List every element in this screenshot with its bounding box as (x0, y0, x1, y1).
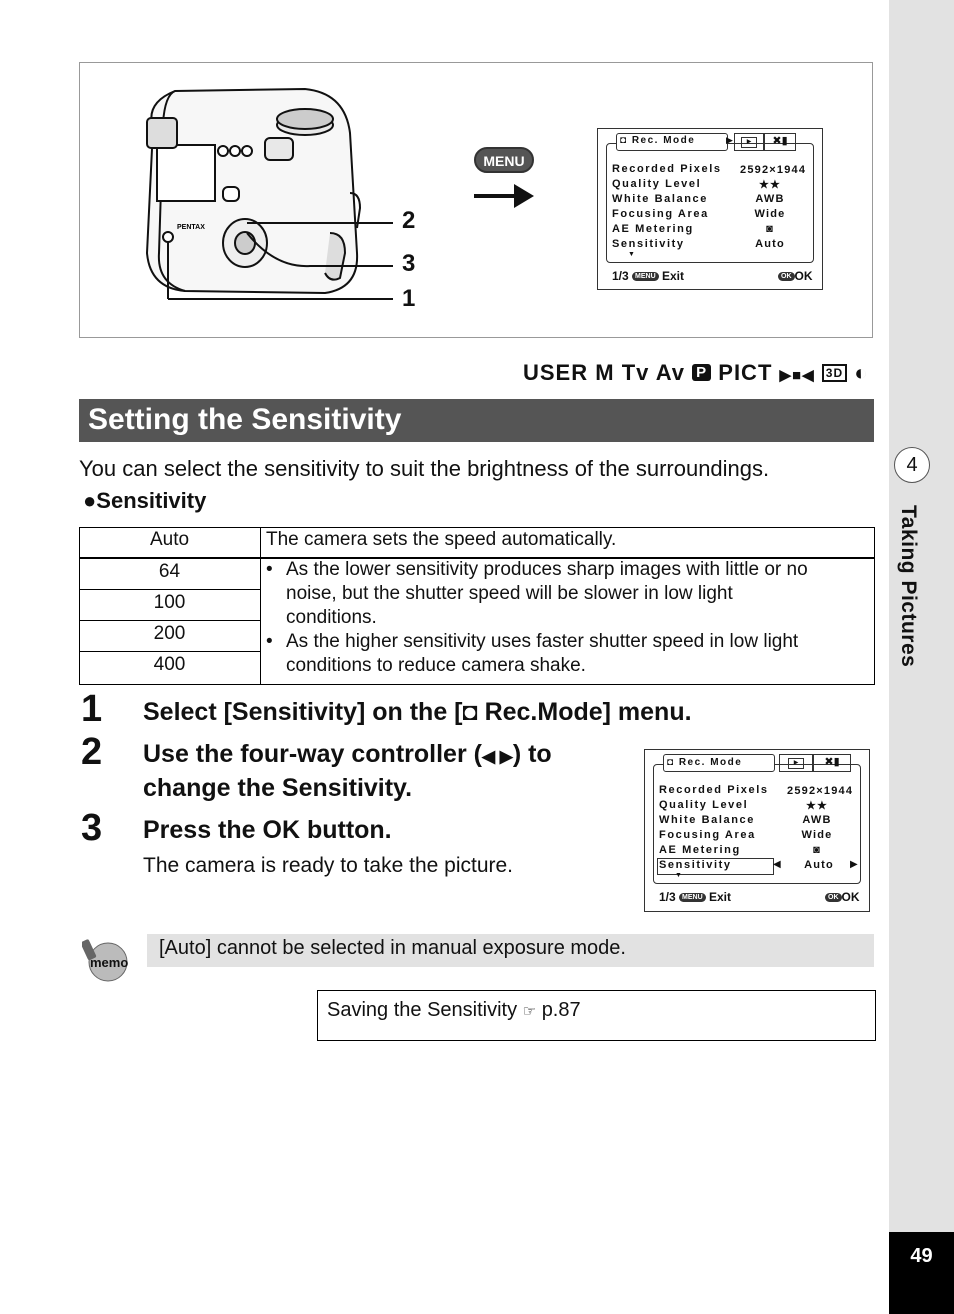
callout-1: 1 (402, 285, 416, 312)
manual-mode-icon: M (595, 360, 615, 385)
exposure-mode-icons (523, 360, 869, 386)
illustration-box (79, 62, 873, 338)
camera-icon: ◘ (667, 757, 675, 768)
left-right-arrows-icon: ◀ ▶ (481, 747, 513, 766)
setup-tab-icon: ✖▮ (813, 754, 851, 772)
step-2-text-line2: change the Sensitivity. (143, 774, 413, 802)
lcd-ok: OK OK (825, 890, 860, 904)
metering-icon: ◙ (813, 844, 821, 856)
pointer-icon: ☞ (522, 1003, 537, 1020)
lcd-footer: 1/3 MENU Exit (612, 269, 685, 283)
step-1-text: Select [Sensitivity] on the [◘ Rec.Mode] menu. (143, 698, 692, 726)
intro-text: You can select the sensitivity to suit the brightness of the surroundings. (79, 456, 770, 481)
step-2-text: Use the four-way controller (◀ ▶) to (143, 740, 552, 768)
step-number: 2 (81, 731, 103, 773)
bullet-item: • As the lower sensitivity produces sharp images with little or no noise, but the shutter speed will be slower in low light conditions. (266, 559, 808, 628)
user-mode-icon: USER (523, 360, 589, 385)
lcd-footer: 1/3 MENU Exit (659, 890, 732, 904)
av-mode-icon: Av (655, 360, 685, 385)
brand-logo: PENTAX (177, 224, 205, 231)
bullet-item: • As the higher sensitivity uses faster shutter speed in low light conditions to reduce camera shake. (266, 631, 799, 676)
scroll-down-icon: ▼ (675, 872, 682, 879)
bullet-icon: ● (83, 488, 97, 513)
lcd-row-label: Quality Level (659, 799, 749, 811)
lcd-row-value: ★★ (758, 179, 782, 191)
setup-tab-icon: ✖▮ (764, 133, 796, 151)
page-number: 49 (889, 1232, 954, 1314)
lcd-row-label: AE Metering (612, 223, 694, 235)
table-cell-value: 400 (153, 654, 186, 675)
lcd-screen-sensitivity (644, 749, 870, 912)
lcd-row-value: 2592×1944 (787, 785, 854, 797)
lcd-row-value: 2592×1944 (740, 164, 807, 176)
table-cell-desc (266, 558, 808, 678)
svg-text:memo: memo (90, 955, 129, 970)
lcd-row-value: Wide (801, 829, 833, 841)
program-mode-icon: P (692, 364, 711, 381)
memo-icon (82, 938, 130, 982)
rec-mode-tab: ◘ Rec. Mode (667, 757, 743, 768)
step-number: 3 (81, 807, 103, 849)
3d-mode-icon: 3D (822, 364, 847, 382)
movie-mode-icon: ▶■◀ (779, 367, 815, 384)
callout-2: 2 (402, 207, 416, 234)
lcd-row-label: White Balance (612, 193, 708, 205)
lcd-row-label: Focusing Area (659, 829, 756, 841)
lcd-row-label: Recorded Pixels (612, 163, 722, 175)
lcd-row-value: Auto (804, 859, 834, 871)
table-cell-value: 100 (79, 590, 260, 621)
menu-pill-icon: MENU (679, 893, 706, 902)
lcd-row-value: AWB (802, 814, 832, 826)
lcd-row-label: Sensitivity (659, 859, 732, 871)
camera-icon: ◘ (620, 135, 628, 146)
step-3-text: Press the OK button. (143, 816, 392, 844)
rec-mode-tab: ◘ Rec. Mode (620, 135, 696, 146)
lcd-row-label: Sensitivity (612, 238, 685, 250)
menu-button: MENU (474, 147, 534, 173)
camera-icon: ◘ (462, 698, 478, 726)
reference-box: Saving the Sensitivity ☞ p.87 (317, 990, 876, 1041)
scroll-down-icon: ▼ (628, 251, 635, 258)
tab-arrow-icon: ▶ (726, 135, 733, 145)
page-reference-link[interactable]: p.87 (541, 999, 581, 1021)
left-arrow-icon: ◀ (773, 859, 781, 870)
ok-pill-icon: OK (825, 893, 842, 902)
table-cell-auto: Auto (149, 529, 190, 550)
lcd-row-label: AE Metering (659, 844, 741, 856)
step-number: 1 (81, 688, 103, 730)
memo-note: [Auto] cannot be selected in manual exposure mode. (147, 934, 874, 967)
step-3-subtext: The camera is ready to take the picture. (143, 854, 514, 877)
lcd-row-value: ★★ (805, 800, 829, 812)
arrow-right-icon (474, 181, 536, 211)
lcd-row-value: Wide (754, 208, 786, 220)
callout-3: 3 (402, 250, 416, 277)
lcd-row-label: White Balance (659, 814, 755, 826)
lcd-screen-menu (597, 128, 823, 290)
camera-illustration (135, 83, 475, 353)
pict-mode-icon: PICT (718, 360, 773, 385)
right-arrow-icon: ▶ (850, 859, 858, 870)
section-heading: Setting the Sensitivity (79, 399, 874, 442)
table-cell-auto-desc: The camera sets the speed automatically. (266, 529, 617, 550)
lcd-row-value: AWB (755, 193, 785, 205)
tv-mode-icon: Tv (621, 360, 650, 385)
metering-icon: ◙ (766, 223, 774, 235)
playback-tab-icon: ▶ (734, 133, 764, 151)
night-mode-icon: ◐ (854, 360, 869, 385)
lcd-row-label: Recorded Pixels (659, 784, 769, 796)
chapter-title: Taking Pictures (897, 505, 920, 668)
table-cell-value: 200 (79, 621, 260, 652)
menu-pill-icon: MENU (632, 272, 659, 281)
lcd-row-label: Quality Level (612, 178, 702, 190)
lcd-row-value: Auto (755, 238, 785, 250)
table-cell-value: 64 (79, 559, 260, 590)
chapter-number: 4 (894, 447, 930, 483)
sensitivity-subtitle: ●Sensitivity (83, 488, 207, 513)
lcd-ok: OK OK (778, 269, 813, 283)
playback-tab-icon: ▶ (779, 754, 813, 772)
lcd-row-label: Focusing Area (612, 208, 709, 220)
ok-pill-icon: OK (778, 272, 795, 281)
